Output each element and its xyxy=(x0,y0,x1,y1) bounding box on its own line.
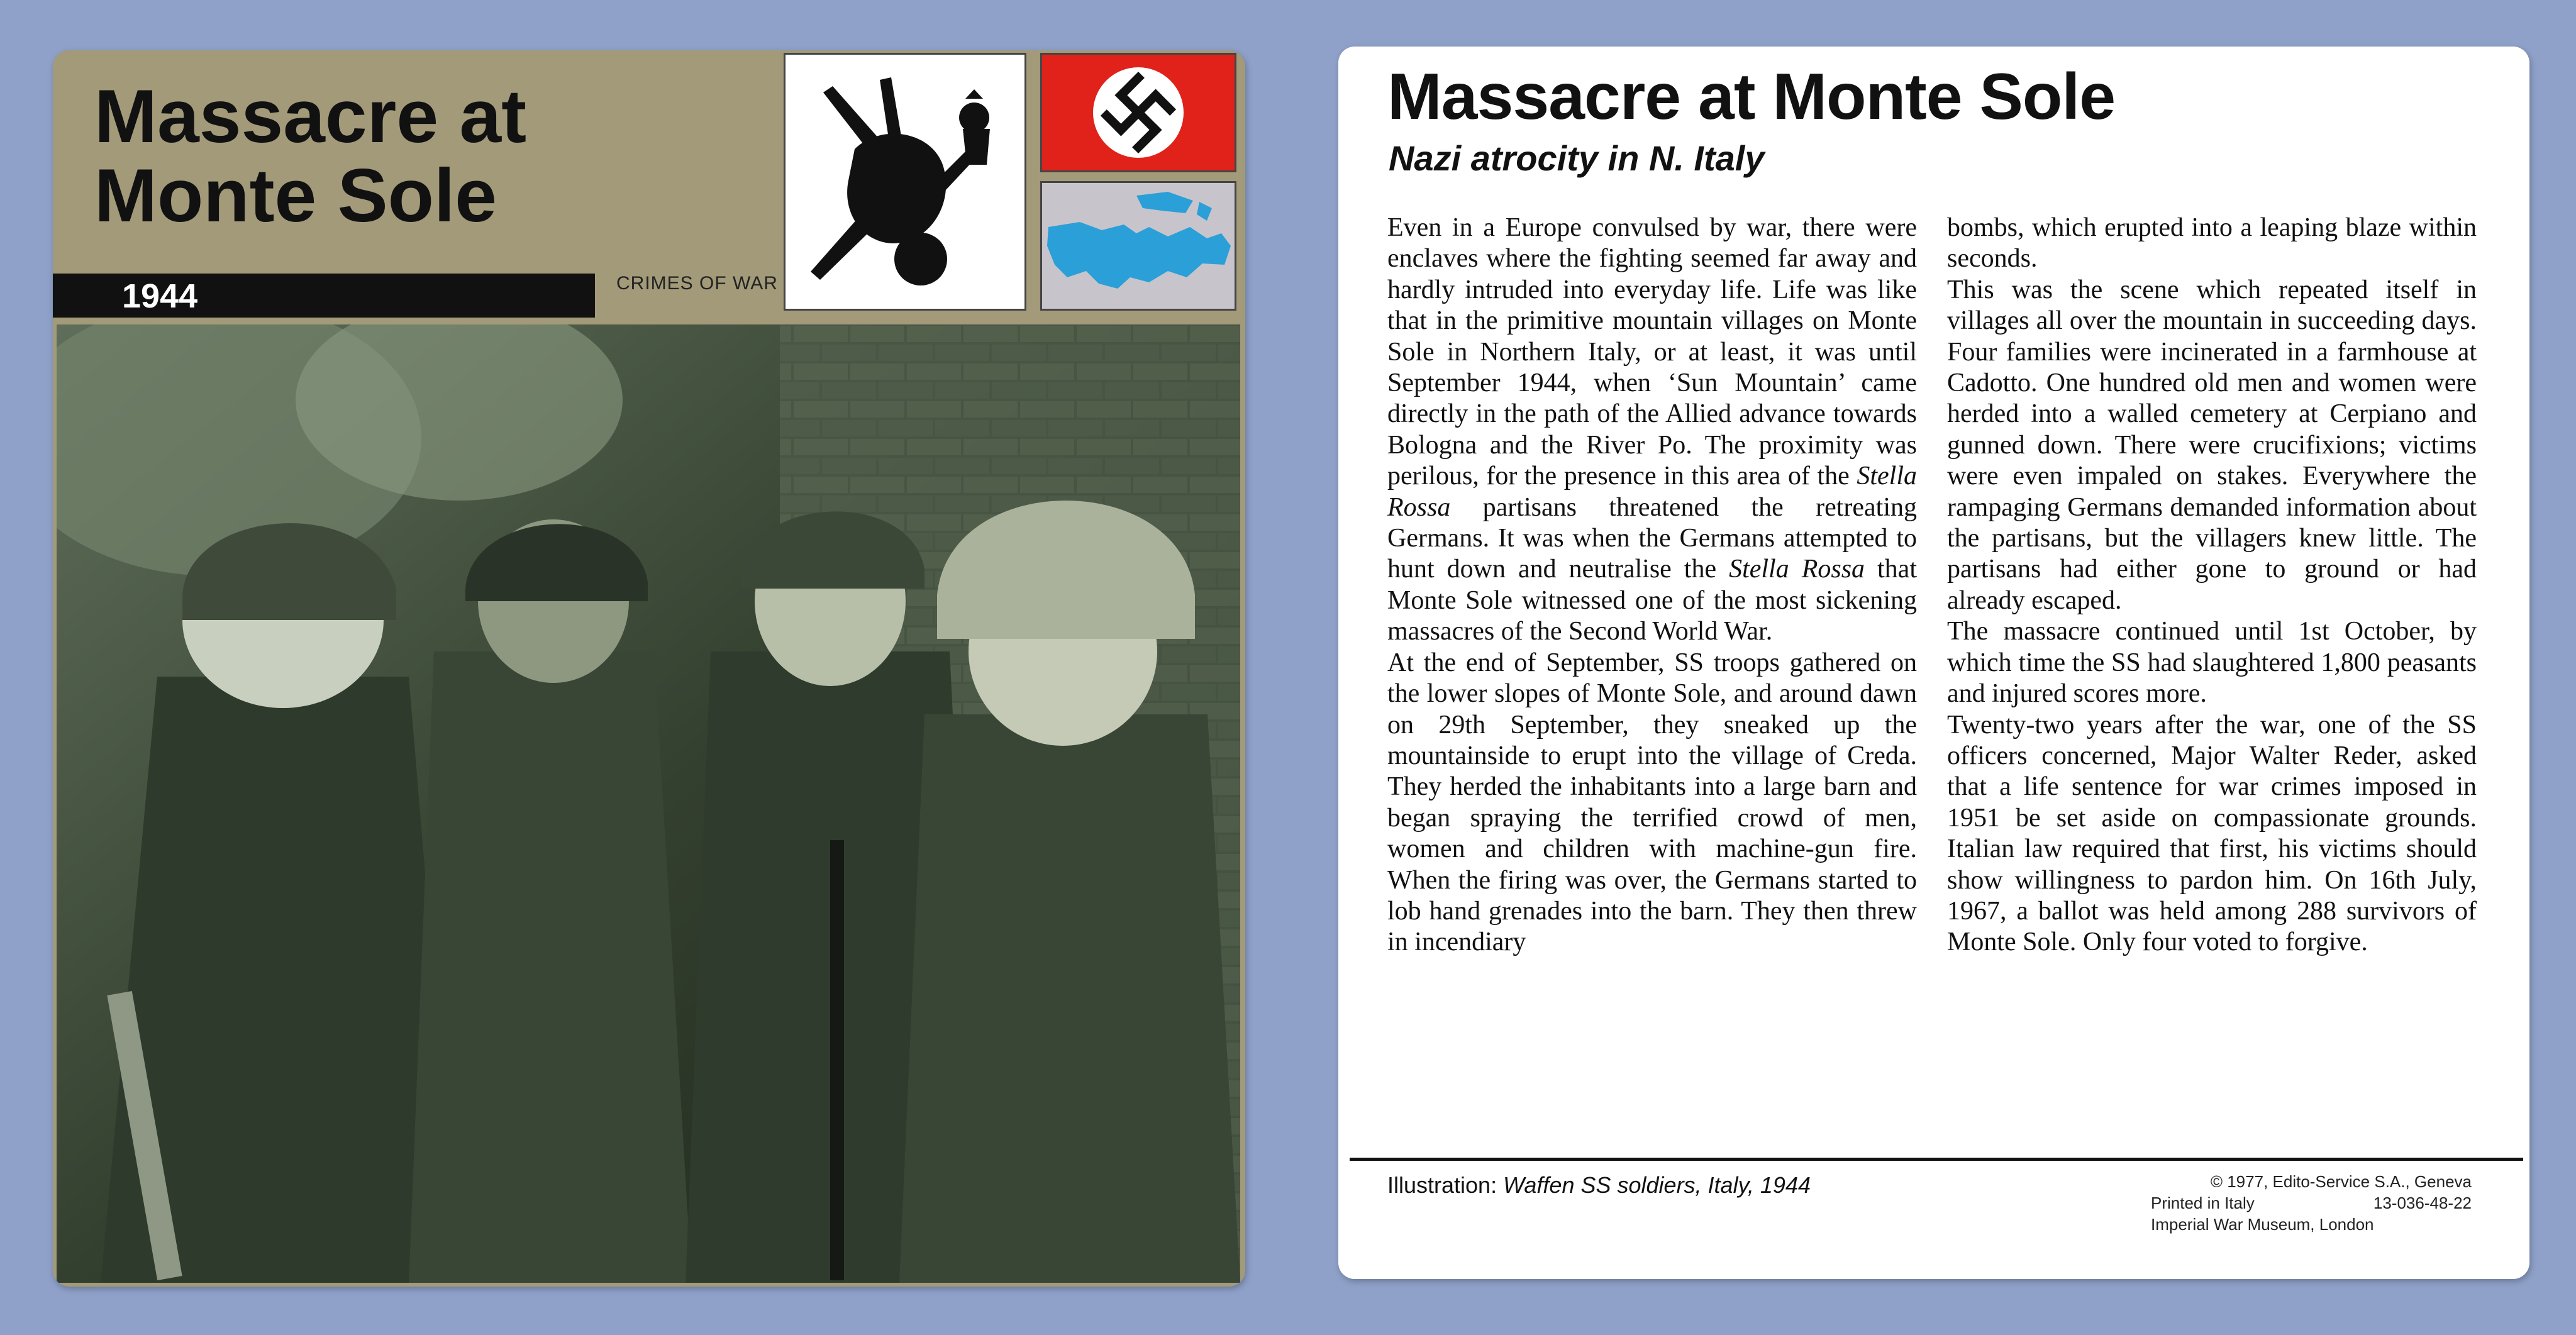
front-title-line2: Monte Sole xyxy=(94,153,497,238)
article-paragraph: Twenty-two years after the war, one of the SS officers concerned, Major Walter Reder, asked that a life sentence for war crimes imposed in 1951 be set aside on compassionate grounds. Italian law required that first, his victims should show willingness to pardon him. On 16th July, 1967, a ballot was held among 288 survivors of Monte Sole. Only four voted to forgive. xyxy=(1947,710,2477,957)
article-paragraph: The massacre continued until 1st October, by which time the SS had slaughtered 1,800 peasants and injured scores more. xyxy=(1947,617,2477,709)
article-paragraph: bombs, which erupted into a leaping blaze within seconds. xyxy=(1947,213,2477,274)
copyright: © 1977, Edito-Service S.A., Geneva xyxy=(2210,1172,2472,1191)
back-subtitle: Nazi atrocity in N. Italy xyxy=(1389,138,1765,178)
article-paragraph: This was the scene which repeated itself in villages all over the mountain in succeeding days. Four families were incinerated in a farmhouse at Cadotto. One hundred old men and women were herded into a walled cemetery at Cerpiano and gunned down. There were crucifixions; victims were even impaled on stakes. Everywhere the rampaging Germans demanded information about the partisans, but the villagers knew little. The partisans had either gone to ground or had already escaped. xyxy=(1947,275,2477,615)
falling-figure-icon xyxy=(784,53,1026,311)
article-paragraph: Even in a Europe convulsed by war, there were enclaves where the fighting seemed far away and hardly intruded into everyday life. Life was like that in the primitive mountain villages on Monte Sole in Northern Italy, or at least, it was until September 1944, when ‘Sun Mountain’ came directly in the path of the Allied advance towards Bologna and the River Po. The proximity was perilous, for the presence in this area of the Stella Rossa partisans threatened the retreating Germans. It was when the Germans attempted to hunt down and neutralise the Stella Rossa that Monte Sole witnessed one of the most sickening massacres of the Second World War. xyxy=(1387,213,1917,646)
article-paragraph: At the end of September, SS troops gathered on the lower slopes of Monte Sole, and around dawn on 29th September, they sneaked up the mountainside to erupt into the village of Creda. They herded the inhabitants into a large barn and began spraying the terrified crowd of men, women and children with machine-gun fire. When the firing was over, the Germans started to lob hand grenades into the barn. They then threw in incendiary xyxy=(1387,648,1917,957)
front-title xyxy=(94,74,527,238)
year-label: 1944 xyxy=(122,277,198,315)
front-card xyxy=(53,50,1245,1287)
caption-label: Illustration: xyxy=(1387,1172,1504,1198)
back-title: Massacre at Monte Sole xyxy=(1387,60,2116,133)
article-column-left xyxy=(1387,213,1917,958)
divider xyxy=(1350,1158,2523,1161)
category-label: CRIMES OF WAR xyxy=(616,273,778,294)
caption-text: Waffen SS soldiers, Italy, 1944 xyxy=(1503,1172,1811,1198)
article-column-right xyxy=(1947,213,2477,958)
image-source: Imperial War Museum, London xyxy=(2151,1215,2374,1234)
front-title-line1: Massacre at xyxy=(94,74,527,158)
card-code: 13-036-48-22 xyxy=(2373,1194,2472,1212)
soldiers-photo xyxy=(57,324,1240,1283)
illustration-caption xyxy=(1387,1172,1811,1199)
back-card xyxy=(1338,47,2529,1279)
credits xyxy=(1994,1171,2472,1235)
swastika-flag-icon xyxy=(1040,53,1236,172)
printed-in: Printed in Italy xyxy=(2151,1194,2255,1212)
mediterranean-map-icon xyxy=(1040,181,1236,311)
